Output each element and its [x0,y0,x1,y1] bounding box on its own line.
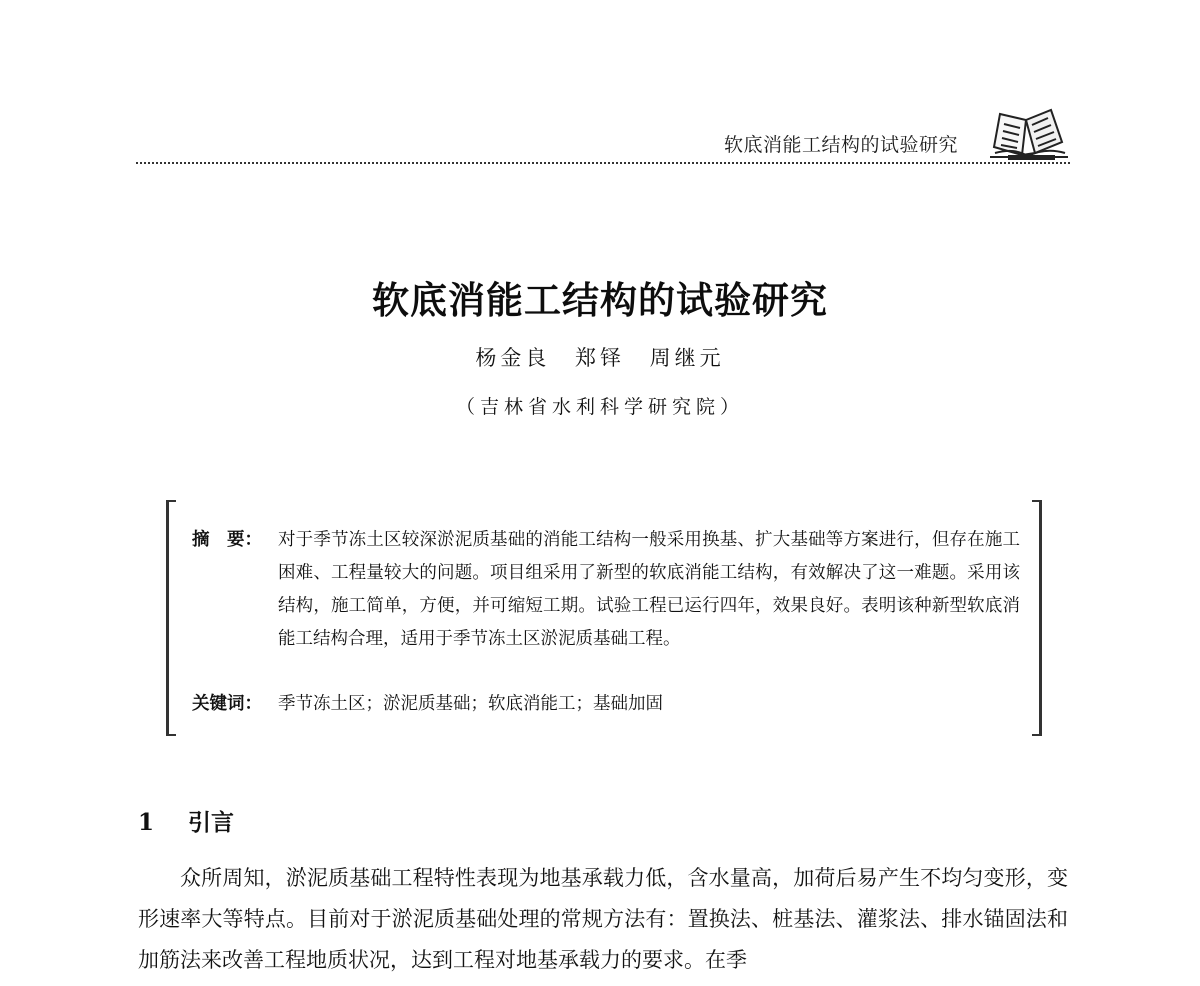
abstract-right-bracket [1032,500,1042,736]
abstract-box [166,500,1042,736]
section-body-text: 众所周知，淤泥质基础工程特性表现为地基承载力低，含水量高，加荷后易产生不均匀变形，变形速率大等特点。目前对于淤泥质基础处理的常规方法有：置换法、桩基法、灌浆法、排水锚固法和加筋法来改善工程地质状况，达到工程对地基承载力的要求。在季 [138,866,1068,972]
section-title: 引言 [188,810,235,836]
abstract-label: 摘 要： [192,530,262,550]
abstract-text: 对于季节冻土区较深淤泥质基础的消能工结构一般采用换基、扩大基础等方案进行，但存在施工困难、工程量较大的问题。项目组采用了新型的软底消能工结构，有效解决了这一难题。采用该结构，施工简单，方便，并可缩短工期。试验工程已运行四年，效果良好。表明该种新型软底消能工结构合理，适用于季节冻土区淤泥质基础工程。 [278,530,1020,649]
keywords-text: 季节冻土区；淤泥质基础；软底消能工；基础加固 [278,694,663,714]
abstract-left-bracket [166,500,176,736]
section-number: 1 [138,809,155,836]
paper-authors: 杨金良 郑铎 周继元 [475,346,725,370]
keywords-label: 关键词： [192,694,262,714]
book-icon [988,102,1070,162]
header-rule [136,162,1070,164]
paper-affiliation: （吉林省水利科学研究院） [455,396,744,418]
running-header [136,100,1070,168]
running-title: 软底消能工结构的试验研究 [723,134,958,156]
paper-title: 软底消能工结构的试验研究 [372,278,828,322]
section-heading [138,804,234,837]
